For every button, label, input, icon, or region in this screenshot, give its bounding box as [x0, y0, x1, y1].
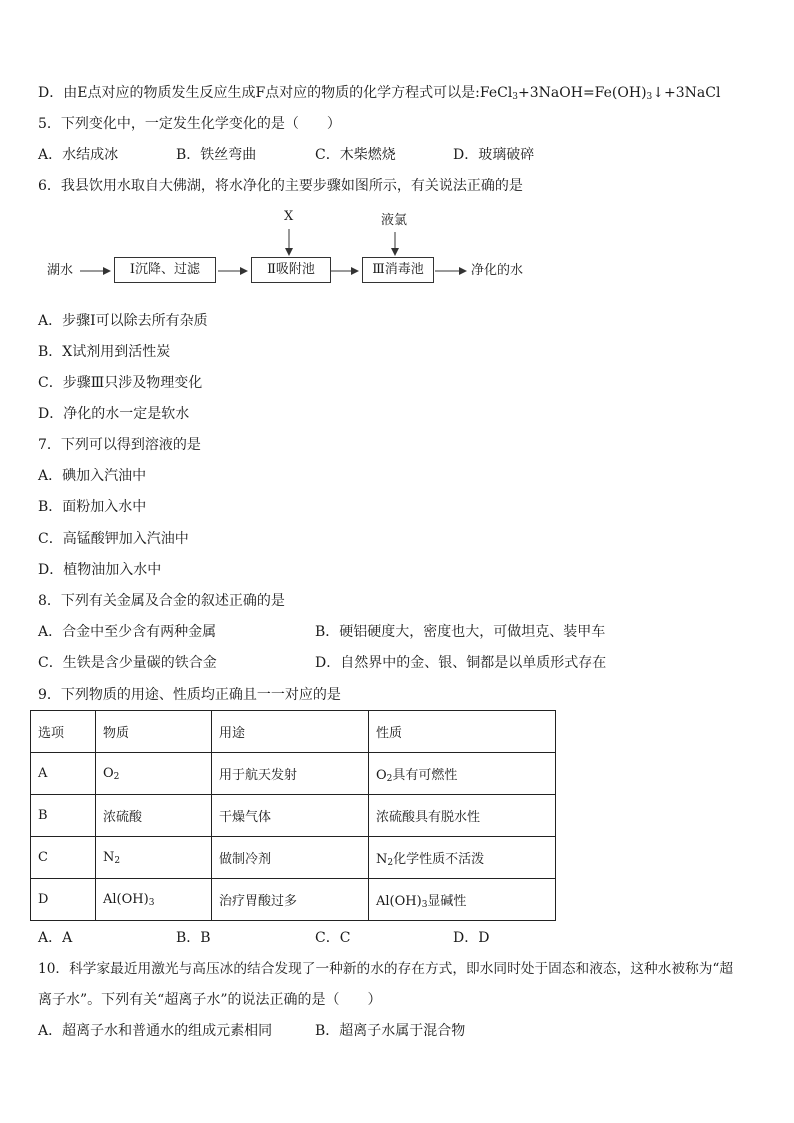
- cell-property: $O_2$具有可燃性: [369, 753, 556, 795]
- cell-substance: $Al(OH)_3$: [96, 879, 212, 921]
- cell-use: 干燥气体: [212, 795, 369, 837]
- q9-option-d[interactable]: D．D: [453, 930, 490, 946]
- cell-substance: $N_2$: [96, 837, 212, 879]
- q5-option-c[interactable]: C．木柴燃烧: [315, 147, 396, 163]
- q4-option-d: D．由E点对应的物质发生反应生成F点对应的物质的化学方程式可以是$:FeCl_3+3NaOH=Fe(OH)_3↓+3NaCl$: [38, 85, 721, 102]
- q10-option-a[interactable]: A．超离子水和普通水的组成元素相同: [38, 1023, 273, 1039]
- table-row: [31, 753, 556, 795]
- header-property: 性质: [369, 711, 556, 753]
- cell-use: 做制冷剂: [212, 837, 369, 879]
- q10-stem-line2: 离子水”。下列有关“超离子水”的说法正确的是（ ）: [38, 992, 382, 1008]
- table-row: [31, 837, 556, 879]
- cell-option: B: [31, 795, 96, 837]
- cell-use: 用于航天发射: [212, 753, 369, 795]
- cell-use: 治疗胃酸过多: [212, 879, 369, 921]
- q6-option-b[interactable]: B．X试剂用到活性炭: [38, 344, 171, 360]
- step2-box: Ⅱ吸附池: [251, 257, 331, 283]
- q6-option-c[interactable]: C．步骤Ⅲ只涉及物理变化: [38, 375, 203, 391]
- cell-substance: $O_2$: [96, 753, 212, 795]
- q7-stem: 7．下列可以得到溶液的是: [38, 437, 201, 453]
- q9-option-a[interactable]: A．A: [38, 930, 73, 946]
- q5-stem: 5．下列变化中，一定发生化学变化的是（ ）: [38, 116, 341, 132]
- water-purification-diagram: [0, 200, 794, 300]
- purified-water-label: 净化的水: [471, 263, 524, 278]
- cell-option: A: [31, 753, 96, 795]
- q9-option-c[interactable]: C．C: [315, 930, 351, 946]
- header-option: 选项: [31, 711, 96, 753]
- cell-property: 浓硫酸具有脱水性: [369, 795, 556, 837]
- cell-property: $Al(OH)_3$显碱性: [369, 879, 556, 921]
- q8-stem: 8．下列有关金属及合金的叙述正确的是: [38, 593, 285, 609]
- header-use: 用途: [212, 711, 369, 753]
- q7-option-b[interactable]: B．面粉加入水中: [38, 499, 147, 515]
- q7-option-c[interactable]: C．高锰酸钾加入汽油中: [38, 531, 189, 547]
- reagent-x-label: X: [284, 209, 294, 224]
- q9-table: [30, 710, 556, 921]
- q7-option-a[interactable]: A．碘加入汽油中: [38, 468, 147, 484]
- q9-stem: 9．下列物质的用途、性质均正确且一一对应的是: [38, 687, 341, 703]
- cell-option: C: [31, 837, 96, 879]
- q5-option-d[interactable]: D．玻璃破碎: [453, 147, 535, 163]
- q5-option-b[interactable]: B．铁丝弯曲: [176, 147, 257, 163]
- q6-stem: 6．我县饮用水取自大佛湖，将水净化的主要步骤如图所示，有关说法正确的是: [38, 178, 523, 194]
- q10-option-b[interactable]: B．超离子水属于混合物: [315, 1023, 466, 1039]
- q8-option-c[interactable]: C．生铁是含少量碳的铁合金: [38, 655, 217, 671]
- q7-option-d[interactable]: D．植物油加入水中: [38, 562, 162, 578]
- q8-option-a[interactable]: A．合金中至少含有两种金属: [38, 624, 217, 640]
- cell-property: $N_2$化学性质不活泼: [369, 837, 556, 879]
- q8-option-b[interactable]: B．硬铝硬度大，密度也大，可做坦克、装甲车: [315, 624, 606, 640]
- step3-box: Ⅲ消毒池: [362, 257, 434, 283]
- q9-option-b[interactable]: B．B: [176, 930, 211, 946]
- table-row: [31, 795, 556, 837]
- cell-option: D: [31, 879, 96, 921]
- table-row: [31, 879, 556, 921]
- liquid-chlorine-label: 液氯: [381, 213, 408, 228]
- q5-option-a[interactable]: A．水结成冰: [38, 147, 119, 163]
- q6-option-d[interactable]: D．净化的水一定是软水: [38, 406, 190, 422]
- header-substance: 物质: [96, 711, 212, 753]
- lake-water-label: 湖水: [47, 263, 74, 278]
- cell-substance: 浓硫酸: [96, 795, 212, 837]
- q8-option-d[interactable]: D．自然界中的金、银、铜都是以单质形式存在: [315, 655, 607, 671]
- q6-option-a[interactable]: A．步骤Ⅰ可以除去所有杂质: [38, 313, 208, 329]
- table-header-row: [31, 711, 556, 753]
- q10-stem-line1: 10．科学家最近用激光与高压冰的结合发现了一种新的水的存在方式，即水同时处于固态和液态，这种水被称为“超: [38, 961, 734, 977]
- step1-box: Ⅰ沉降、过滤: [114, 257, 216, 283]
